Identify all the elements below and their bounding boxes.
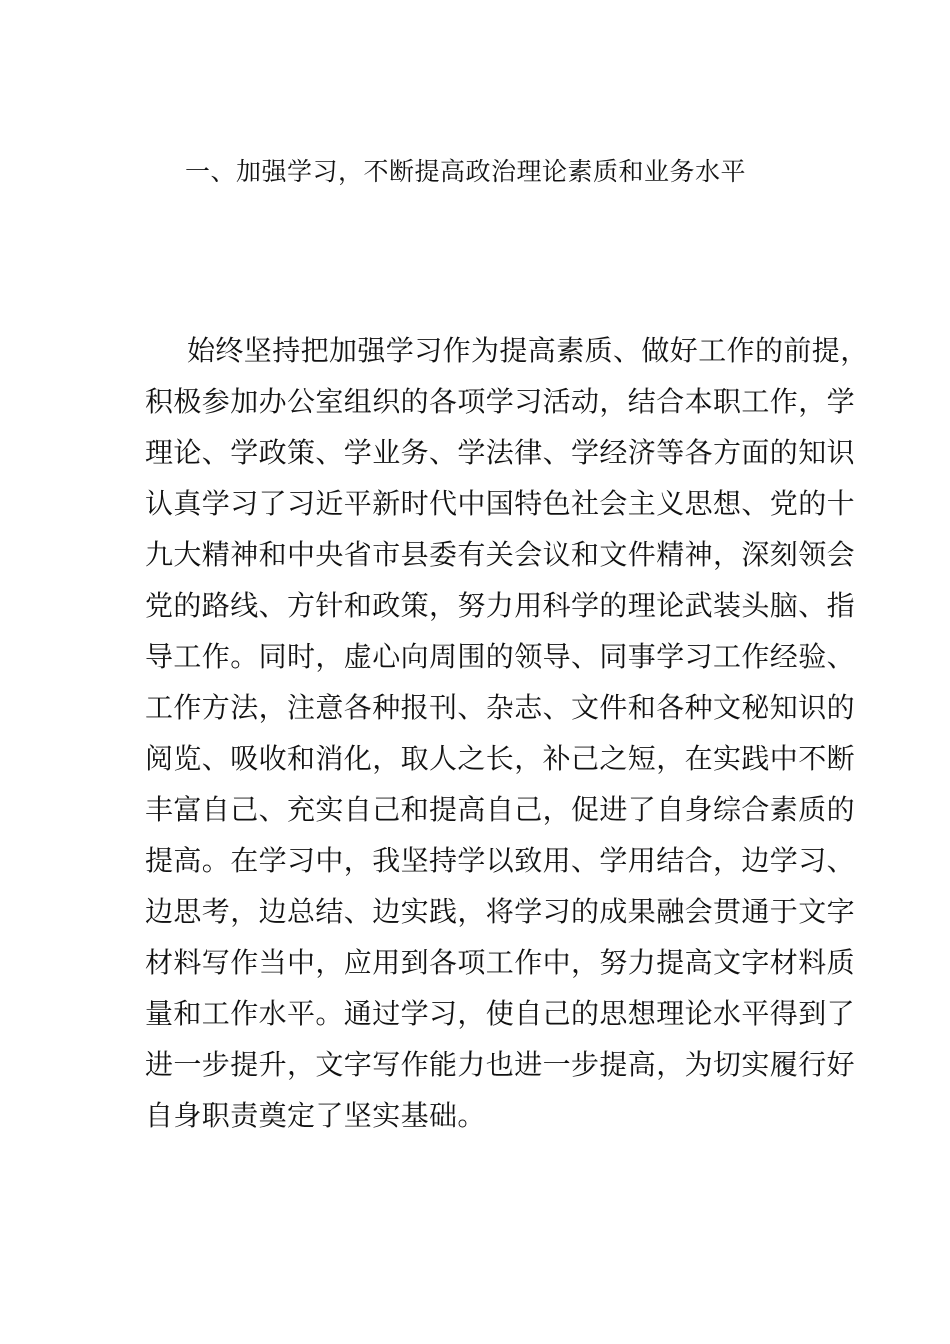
- paragraph-line: 提高。在学习中，我坚持学以致用、学用结合，边学习、: [145, 844, 856, 877]
- paragraph-line: 进一步提升，文字写作能力也进一步提高，为切实履行好: [145, 1048, 856, 1081]
- paragraph-line: 边思考，边总结、边实践，将学习的成果融会贯通于文字: [145, 895, 856, 928]
- paragraph-line: 量和工作水平。通过学习，使自己的思想理论水平得到了: [145, 997, 856, 1030]
- paragraph-line: 党的路线、方针和政策，努力用科学的理论武装头脑、指: [145, 589, 856, 622]
- paragraph-line: 认真学习了习近平新时代中国特色社会主义思想、党的十: [145, 487, 856, 520]
- paragraph-line: 积极参加办公室组织的各项学习活动，结合本职工作，学: [145, 385, 856, 418]
- paragraph-line: 导工作。同时，虚心向周围的领导、同事学习工作经验、: [145, 640, 856, 673]
- paragraph-line: 材料写作当中，应用到各项工作中，努力提高文字材料质: [145, 946, 856, 979]
- section-heading: 一、加强学习，不断提高政治理论素质和业务水平: [185, 157, 747, 186]
- paragraph-line: 理论、学政策、学业务、学法律、学经济等各方面的知识: [145, 436, 856, 469]
- paragraph-line: 九大精神和中央省市县委有关会议和文件精神，深刻领会: [145, 538, 856, 571]
- paragraph-line: 阅览、吸收和消化，取人之长，补己之短，在实践中不断: [145, 742, 856, 775]
- body-paragraph: [145, 325, 869, 1141]
- paragraph-line: 工作方法，注意各种报刊、杂志、文件和各种文秘知识的: [145, 691, 856, 724]
- paragraph-line: 丰富自己、充实自己和提高自己，促进了自身综合素质的: [145, 793, 856, 826]
- paragraph-line: 自身职责奠定了坚实基础。: [145, 1099, 486, 1132]
- paragraph-line: 始终坚持把加强学习作为提高素质、做好工作的前提，: [187, 334, 869, 367]
